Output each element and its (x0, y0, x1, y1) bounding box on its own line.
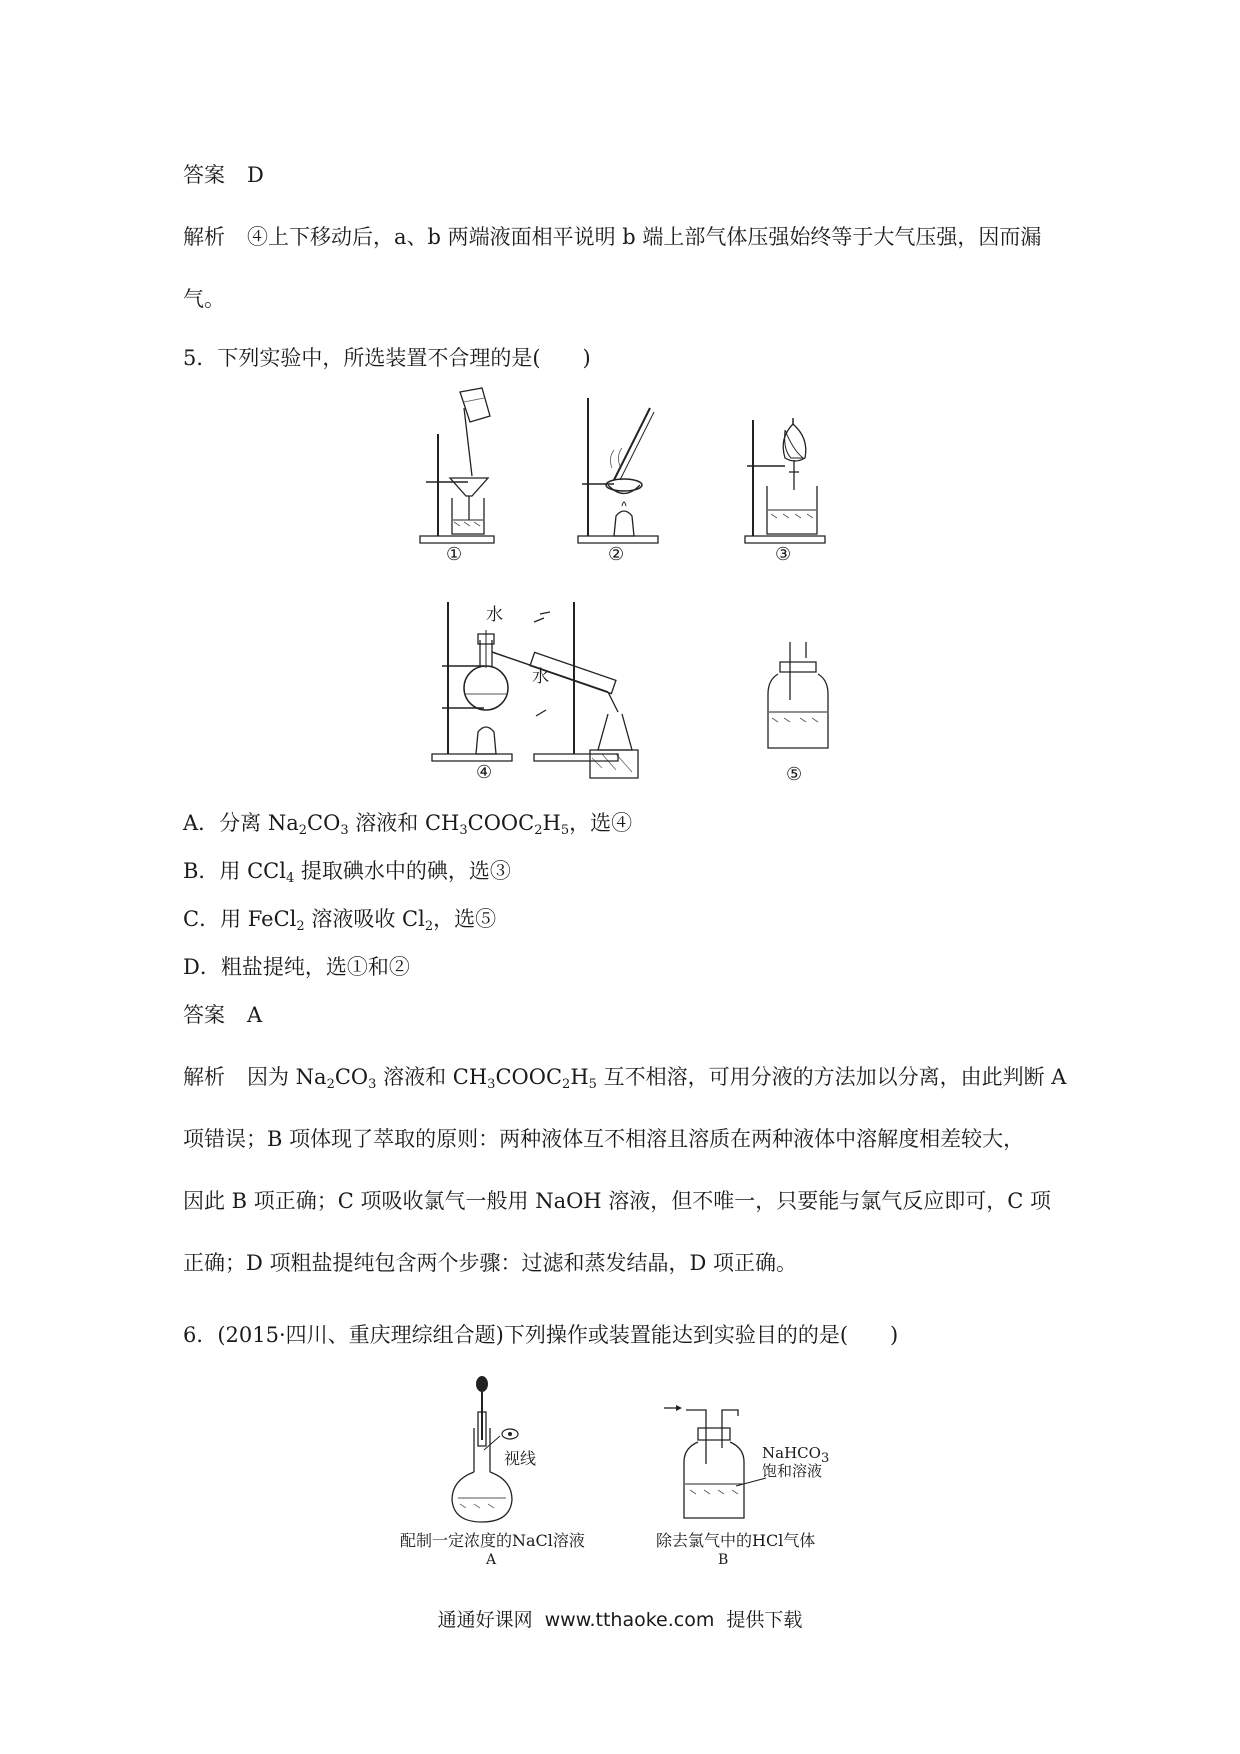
fig-a-caption: 配制一定浓度的NaCl溶液 (400, 1531, 585, 1550)
analysis-label: 解析 (183, 225, 225, 249)
volumetric-flask-drawing (400, 1376, 600, 1526)
q4-analysis-line-2: 气。 (183, 287, 225, 311)
footer (0, 1605, 1240, 1632)
q5-analysis-line-2: 项错误；B 项体现了萃取的原则：两种液体互不相溶且溶质在两种液体中溶解度相差较大， (183, 1127, 1025, 1151)
q6-figure-b (656, 1400, 856, 1572)
fig-b-letter: B (718, 1552, 729, 1568)
q5-option-a: A．分离 $Na_2CO_3$ 溶液和 $CH_3COOC_2H_5$，选④ (183, 811, 633, 838)
answer-value: A (247, 1003, 263, 1027)
analysis-label: 解析 (183, 1065, 225, 1089)
footer-url[interactable]: www.tthaoke.com (544, 1609, 715, 1631)
sightline-annotation: 视线 (504, 1449, 537, 1468)
analysis-text: ④上下移动后，a、b 两端液面相平说明 b 端上部气体压强始终等于大气压强，因而漏 (247, 225, 1042, 249)
q5-stem: 5．下列实验中，所选装置不合理的是( ) (183, 346, 591, 370)
fig-label-5: ⑤ (786, 764, 803, 785)
apparatus-5-gas-bottle (760, 640, 860, 790)
fig-label-3: ③ (775, 544, 792, 565)
fig-label-4: ④ (476, 762, 493, 783)
fig-b-caption: 除去氯气中的HCl气体 (656, 1531, 816, 1550)
q5-option-c: C．用 FeCl$_2$ 溶液吸收 $Cl_2$，选⑤ (183, 907, 497, 934)
answer-label: 答案 (183, 1003, 225, 1027)
q5-option-d: D．粗盐提纯，选①和② (183, 955, 410, 979)
q6-stem: 6．(2015·四川、重庆理综组合题)下列操作或装置能达到实验目的的是( ) (183, 1323, 899, 1347)
q5-analysis-line-1: 解析 因为 $Na_2CO_3$ 溶液和 $CH_3COOC_2H_5$ 互不相溶，可用分液的方法加以分离，由此判断 A (183, 1065, 1067, 1092)
q4-analysis-line-1 (183, 222, 1041, 252)
filtration-drawing (420, 388, 530, 568)
fig-a-letter: A (486, 1552, 497, 1568)
apparatus-2-evaporation (578, 388, 688, 568)
water-label-out: 水 (532, 667, 549, 687)
apparatus-1-filtration (420, 388, 530, 568)
nahco3-annotation: NaHCO$_3$ 饱和溶液 (762, 1444, 830, 1480)
q5-analysis-line-4: 正确；D 项粗盐提纯包含两个步骤：过滤和蒸发结晶，D 项正确。 (183, 1251, 798, 1275)
footer-note: 提供下载 (726, 1609, 803, 1631)
q5-answer-line (183, 1000, 262, 1030)
water-label-in: 水 (486, 605, 503, 625)
answer-value: D (247, 163, 264, 187)
q4-answer-line (183, 160, 264, 190)
q6-figure-a (400, 1376, 600, 1571)
fig-label-2: ② (608, 544, 625, 565)
evaporation-drawing (578, 388, 688, 568)
gas-bottle-drawing (760, 640, 860, 790)
footer-site: 通通好课网 (437, 1609, 533, 1631)
answer-label: 答案 (183, 163, 225, 187)
q5-option-b: B．用 CCl$_4$ 提取碘水中的碘，选③ (183, 859, 511, 886)
q5-analysis-line-3: 因此 B 项正确；C 项吸收氯气一般用 NaOH 溶液，但不唯一，只要能与氯气反应即可，C 项 (183, 1189, 1052, 1213)
fig-label-1: ① (446, 544, 463, 565)
separatory-funnel-drawing (745, 410, 855, 570)
apparatus-3-separatory-funnel (745, 410, 855, 570)
